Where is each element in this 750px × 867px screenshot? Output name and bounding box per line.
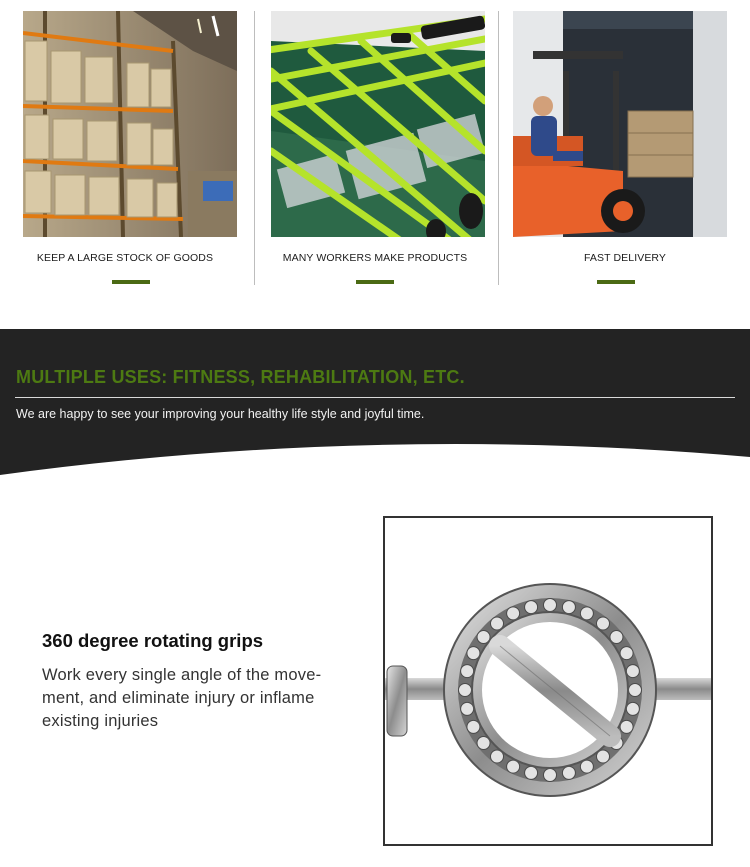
column-divider bbox=[498, 11, 499, 285]
feature-delivery-accent-bar bbox=[597, 280, 635, 284]
uses-title: MULTIPLE USES: FITNESS, REHABILITATION, ETC. bbox=[16, 367, 465, 387]
grip-description-line: existing injuries bbox=[42, 712, 159, 730]
bearing-ball bbox=[525, 601, 538, 614]
feature-stock bbox=[0, 0, 250, 300]
grip-description-line: Work every single angle of the move- bbox=[42, 666, 322, 684]
bearing-ball bbox=[626, 702, 639, 715]
bearing-ball bbox=[459, 684, 472, 697]
grip-description-line: ment, and eliminate injury or inflame bbox=[42, 689, 315, 707]
feature-delivery-caption: FAST DELIVERY bbox=[583, 252, 667, 264]
bearing-ball bbox=[525, 766, 538, 779]
feature-stock-caption: KEEP A LARGE STOCK OF GOODS bbox=[36, 252, 214, 264]
forklift-loading-container-photo bbox=[513, 11, 727, 237]
bearing-ball bbox=[626, 665, 639, 678]
bearing-ball bbox=[562, 766, 575, 779]
uses-banner bbox=[0, 329, 750, 529]
feature-delivery bbox=[500, 0, 750, 300]
grip-description bbox=[42, 664, 342, 733]
banner-divider bbox=[15, 397, 735, 398]
uses-subtitle: We are happy to see your improving your healthy life style and joyful time. bbox=[16, 407, 425, 421]
bearing-ball bbox=[629, 684, 642, 697]
feature-workers-accent-bar bbox=[356, 280, 394, 284]
ball-bearing-grip-photo bbox=[383, 516, 713, 846]
bearing-ball bbox=[544, 769, 557, 782]
bearing-ball bbox=[461, 702, 474, 715]
features-row bbox=[0, 0, 750, 300]
bearing-ball bbox=[461, 665, 474, 678]
feature-stock-accent-bar bbox=[112, 280, 150, 284]
bearing-ball bbox=[562, 601, 575, 614]
feature-workers-caption: MANY WORKERS MAKE PRODUCTS bbox=[282, 252, 468, 264]
bearing-ball bbox=[544, 599, 557, 612]
green-barbells-production-photo bbox=[271, 11, 485, 237]
feature-workers bbox=[250, 0, 500, 300]
grip-heading: 360 degree rotating grips bbox=[42, 630, 264, 651]
warehouse-shelves-photo bbox=[23, 11, 237, 237]
banner-background bbox=[0, 329, 750, 529]
